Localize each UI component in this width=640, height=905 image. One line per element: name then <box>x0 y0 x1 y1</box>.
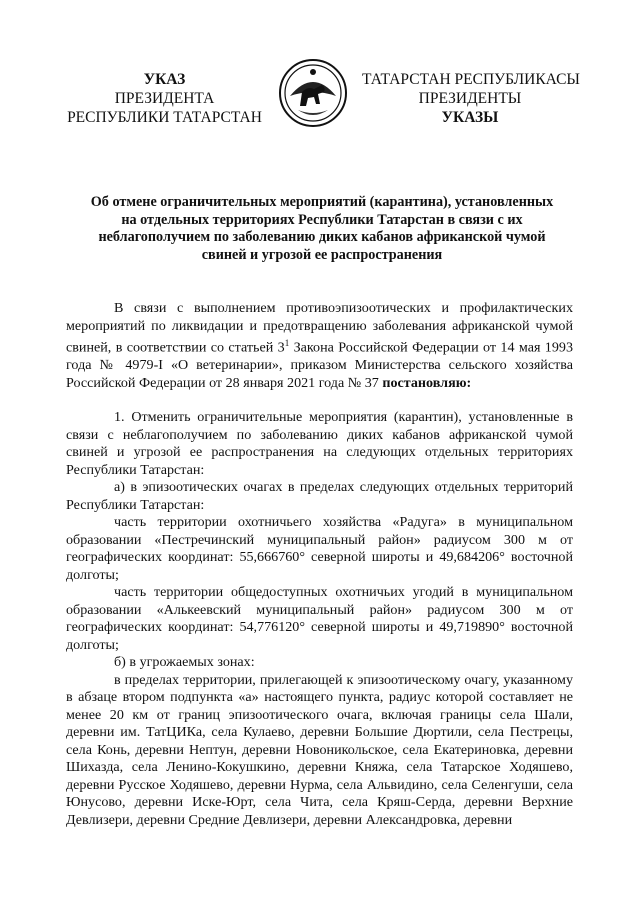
radius-paragraph-raduga: часть территории охотничьего хозяйства «Радуга» в муниципальном образовании «Пестречинский муниципальный район» радиусом 300 м от географических координат: 55,666760° северной широты и 49,684206° восточной долготы; <box>66 514 573 583</box>
threatened-zone-paragraph: в пределах территории, прилегающей к эпизоотическому очагу, указанному в абзаце втором подпункта «а» настоящего пункта, радиус которой составляет не менее 20 км от границ эпизоотического очага, включая границы села Шали, деревни им. ТатЦИКа, села Кулаево, деревни Большие Дюртили, села Пестрецы, села Конь, деревни Нептун, деревни Новоникольское, села Екатериновка, деревни Шихазда, села Ленино-Кокушкино, деревни Княжа, села Татарское Ходяшево, деревни Русское Ходяшево, деревни Нурма, села Альвидино, села Селенгуши, села Юнусово, деревни Иске-Юрт, села Чита, села Кряш-Серда, деревни Верхние Девлизери, деревни Средние Девлизери, деревни Александровка, деревни <box>66 671 573 828</box>
preamble-text-a: В связи с выполнением противоэпизоотических и профилактических мероприятий по ликвидации и предотвращению заболевания африканской чумой свиней, в соответствии со статьей 3 <box>66 300 573 356</box>
header-right-line-1: ТАТАРСТАН РЕСПУБЛИКАСЫ <box>362 71 580 88</box>
coat-of-arms-icon <box>278 58 348 128</box>
title-line: Об отмене ограничительных мероприятий (карантина), установленных <box>90 194 554 210</box>
header-right-line-2: ПРЕЗИДЕНТЫ <box>418 90 522 107</box>
subitem-b: б) в угрожаемых зонах: <box>114 654 255 671</box>
radius-paragraph-alkeevsky: часть территории общедоступных охотничьих угодий в муниципальном образовании «Алькеевский муниципальный район» радиусом 300 м от географических координат: 54,776120° северной широты и 49,719890° восточной долготы; <box>66 584 573 653</box>
preamble-text-b: Закона Российской Федерации от 14 мая 1993 года № 4979-I «О ветеринарии», приказом Министерства сельского хозяйства Российской Федерации от 28 января 2021 года № 37 <box>66 339 573 391</box>
document-header <box>0 70 640 130</box>
title-line: на отдельных территориях Республики Татарстан в связи с их <box>121 211 523 228</box>
subitem-a: а) в эпизоотических очагах в пределах следующих отдельных территорий Республики Татарстан: <box>66 479 573 513</box>
header-tatar <box>362 70 578 127</box>
header-russian <box>62 70 267 127</box>
paragraph-1: 1. Отменить ограничительные мероприятия (карантин), установленные в связи с неблагополучием по заболеванию диких кабанов африканской чумой свиней и угрозой ее распространения на следующих отдельных территориях Республики Татарстан: <box>66 409 573 478</box>
title-line: свиней и угрозой ее распространения <box>201 246 443 263</box>
preamble-superscript: 1 <box>284 338 290 348</box>
decree-title <box>72 194 572 264</box>
header-left-line-3: РЕСПУБЛИКИ ТАТАРСТАН <box>67 109 262 126</box>
header-left-line-2: ПРЕЗИДЕНТА <box>114 90 215 107</box>
preamble-paragraph <box>66 300 573 392</box>
header-left-line-1: УКАЗ <box>143 71 186 88</box>
decree-word: постановляю: <box>382 374 472 391</box>
decree-body <box>66 300 573 829</box>
title-line: неблагополучием по заболеванию диких кабанов африканской чумой <box>98 229 546 246</box>
header-right-line-3: УКАЗЫ <box>441 109 499 126</box>
